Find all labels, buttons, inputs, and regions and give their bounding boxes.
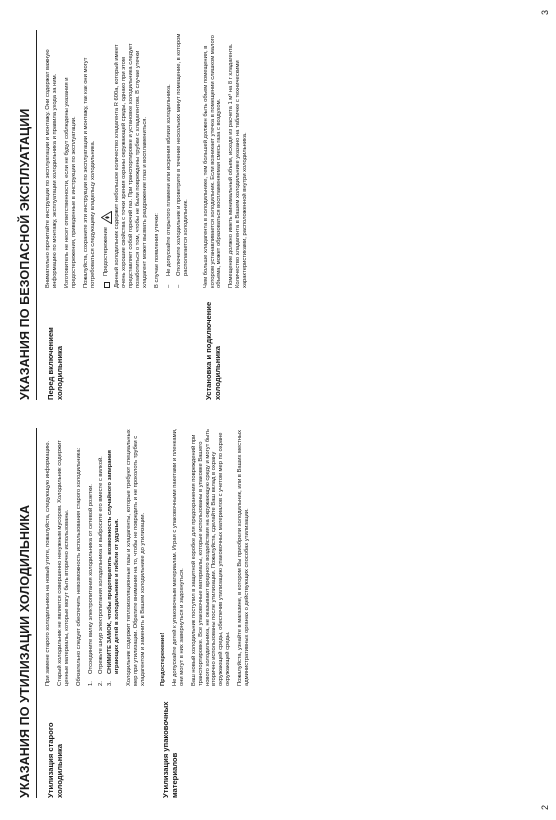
paragraph: Помещение должно иметь минимальный объем, исходя из расчета 1 м³ на 8 г хладагента. Количество хладагента в Вашем холодильнике указано на табличке с техническими характеристиками, расположенной внутри холодильника. xyxy=(228,43,249,288)
step-number: 3. xyxy=(107,681,114,686)
list-item-text: Отключите холодильник и проветрите в течение нескольких минут помещение, в котором располагается холодильник. xyxy=(175,33,189,276)
safety-heading: УКАЗАНИЯ ПО БЕЗОПАСНОЙ ЭКСПЛУАТАЦИИ xyxy=(18,30,37,400)
page-number-right: 3 xyxy=(540,10,550,16)
step-item xyxy=(98,428,105,686)
step-text: СНИМИТЕ ЗАМОК, чтобы предотвратить возможность случайного запирания играющих детей в холодильнике и гибели от удушья. xyxy=(107,450,121,674)
paragraph: В случае появления утечки: xyxy=(153,213,160,288)
step-item xyxy=(107,428,121,686)
paragraph: Холодильник содержит теплоизоляционные газы и хладагенты, которые требуют специальных мер при утилизации. Обратите внимание на то, чтобы не повредить и не проколоть трубки с хладагентом и заменить в Вашем холодильнике до утилизации. xyxy=(126,429,147,686)
packaging-body xyxy=(160,428,256,686)
old-fridge-body xyxy=(45,428,152,686)
paragraph: Чем больше хладагента в холодильнике, тем большей должен быть объем помещения, в котором устанавливается холодильник. Если возникает утечка в помещении слишком малого объема, может образоваться воспламеняемая смесь газа с воздухом. xyxy=(202,35,223,288)
installation-body xyxy=(203,30,254,288)
old-fridge-block xyxy=(45,428,152,798)
disposal-heading: УКАЗАНИЯ ПО УТИЛИЗАЦИИ ХОЛОДИЛЬНИКА xyxy=(18,428,37,798)
before-use-block xyxy=(45,30,195,400)
list-item xyxy=(166,30,173,288)
leak-actions-list xyxy=(166,30,190,288)
paragraph: Старый холодильник не является совершенно ненужным мусором. Холодильник содержит ценные материалы, которые могут быть вторично использованы. xyxy=(56,440,70,686)
packaging-block xyxy=(160,428,256,798)
paragraph: Обязательно следует обеспечить невозможность использования старого холодильника: xyxy=(75,447,82,686)
old-fridge-label: Утилизация старого холодильника xyxy=(46,722,65,798)
dash-marker: – xyxy=(175,284,182,288)
step-text: Отрежьте шнур электропитания холодильника и выбросите его вместе с вилкой. xyxy=(97,456,104,674)
disposal-steps xyxy=(88,428,122,686)
warning-title: Предостережение! xyxy=(159,632,166,686)
safety-section xyxy=(18,30,538,400)
paragraph: Пожалуйста, узнайте в магазине, в котором Вы приобрели холодильник, или в Ваших местных административных органах о действующих способах утилизации. xyxy=(237,429,251,686)
paragraph: Данный холодильник содержит небольшое количество хладагента R 600a, который имеет очень хорошие свойства с точки зрения охраны окружающей среды, однако при этом представляет собой горючий газ. При транспортировке и установке холодильника следует позаботиться о том, чтобы не были повреждены трубки с хладагентом. В случае утечки хладагент может вызвать раздражение глаз и воспламениться. xyxy=(114,43,149,288)
before-use-label: Перед включением холодильника xyxy=(46,327,65,400)
step-text: Отсоедините вилку электропитания холодильника от сетевой розетки. xyxy=(87,484,94,674)
paragraph: Не допускайте детей к упаковочным материалам. Играя с упаковочными пакетами и пленками, они могут в них завернуться и задохнуться. xyxy=(171,428,185,686)
paragraph: Внимательно прочитайте инструкции по эксплуатации и монтажу. Они содержат важную информацию по монтажу, эксплуатации холодильника и правила ухода за ним. xyxy=(45,49,58,288)
warning-header xyxy=(101,30,112,288)
step-number: 2. xyxy=(97,681,104,686)
paragraph: Пожалуйста, сохраните эти инструкции по эксплуатации и монтажу, так как они могут потребоваться следующему владельцу холодильника. xyxy=(82,57,96,288)
page-number-left: 2 xyxy=(540,804,550,810)
packaging-label: Утилизация упаковочных материалов xyxy=(160,701,180,798)
paragraph: Ваш новый холодильник поступил в защитной коробке для предохранения повреждений при транспортировке. Все упаковочные материалы, которые использованы в упаковке Вашего нового холодильника, не оказывают вредного воздействия на окружающую среду и могут быть вторично использованы после утилизации. Пожалуйста, сделайте Ваш вклад в охрану окружающей среды, обеспечив утилизацию упаковочных материалов с учетом мер по охране окружающей среды. xyxy=(190,428,232,686)
dash-marker: – xyxy=(165,284,172,288)
warning-label: Предостережение xyxy=(103,227,110,276)
step-number: 1. xyxy=(87,681,94,686)
paragraph: Изготовитель не несет ответственности, если не будут соблюдены указания и предостережения, приведенные в инструкции по эксплуатации. xyxy=(63,77,77,288)
list-item-text: Не допускайте открытого пламени или искрения вблизи холодильника. xyxy=(165,84,172,276)
paragraph: При замене старого холодильника на новый утите, пожалуйста, следующую информацию. xyxy=(45,440,51,686)
flammable-warning-icon xyxy=(101,211,112,224)
installation-label: Установка и подключение холодильника xyxy=(203,301,222,400)
list-item xyxy=(176,30,190,288)
step-item xyxy=(88,428,95,686)
installation-block xyxy=(203,30,254,400)
before-use-body xyxy=(45,30,195,288)
checkbox-square-icon xyxy=(104,282,110,288)
disposal-section xyxy=(18,428,538,798)
